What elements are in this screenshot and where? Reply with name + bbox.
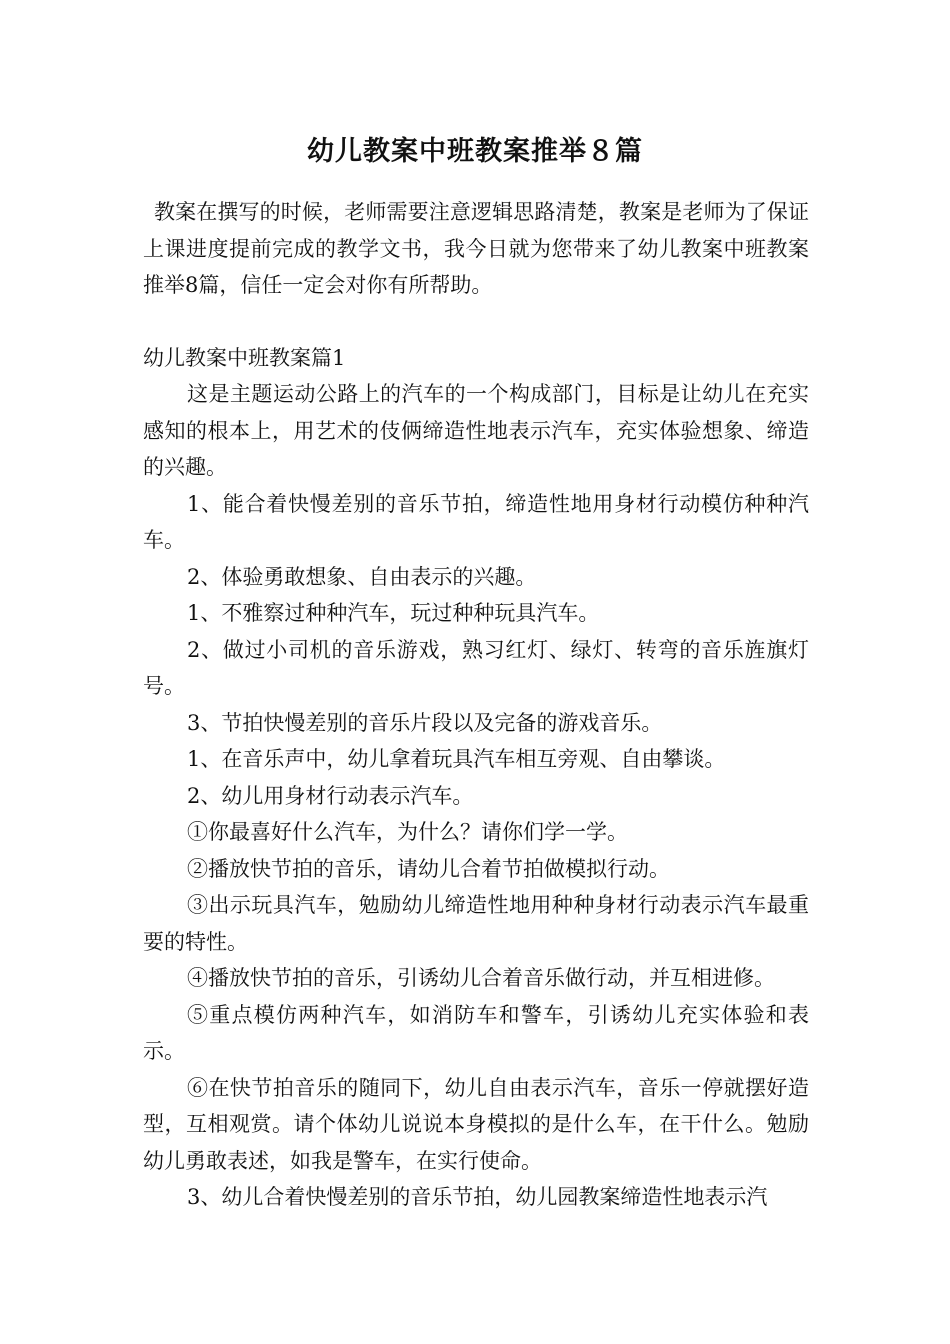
body-paragraph-1: 这是主题运动公路上的汽车的一个构成部门，目标是让幼儿在充实感知的根本上，用艺术的伎俩缔造性地表示汽车，充实体验想象、缔造的兴趣。: [143, 382, 809, 479]
body-paragraph-10: ②播放快节拍的音乐，请幼儿合着节拍做模拟行动。: [187, 856, 670, 881]
section-heading: 幼儿教案中班教案篇1: [143, 345, 346, 370]
body-paragraph-11: ③出示玩具汽车，勉励幼儿缔造性地用种种身材行动表示汽车最重要的特性。: [143, 893, 809, 954]
body-paragraph-14: ⑥在快节拍音乐的随同下，幼儿自由表示汽车，音乐一停就摆好造型，互相观赏。请个体幼儿说说本身模拟的是什么车，在干什么。勉励幼儿勇敢表述，如我是警车，在实行使命。: [143, 1075, 809, 1173]
body-paragraph-8: 2、幼儿用身材行动表示汽车。: [187, 783, 474, 808]
body-paragraph-3: 2、体验勇敢想象、自由表示的兴趣。: [187, 564, 537, 589]
body-paragraph-15: 3、幼儿合着快慢差别的音乐节拍，幼儿园教案缔造性地表示汽: [187, 1185, 768, 1209]
body-paragraph-7: 1、在音乐声中，幼儿拿着玩具汽车相互旁观、自由攀谈。: [187, 747, 726, 771]
body-paragraph-13: ⑤重点模仿两种汽车，如消防车和警车，引诱幼儿充实体验和表示。: [143, 1002, 809, 1063]
body-paragraph-6: 3、节拍快慢差别的音乐片段以及完备的游戏音乐。: [187, 710, 663, 735]
body-paragraph-12: ④播放快节拍的音乐，引诱幼儿合着音乐做行动，并互相进修。: [187, 966, 775, 990]
body-paragraph-9: ①你最喜好什么汽车，为什么？请你们学一学。: [187, 820, 628, 844]
paragraph-spacer: [143, 304, 809, 340]
body-paragraph-2: 1、能合着快慢差别的音乐节拍，缔造性地用身材行动模仿种种汽车。: [143, 491, 809, 552]
body-paragraph-5: 2、做过小司机的音乐游戏，熟习红灯、绿灯、转弯的音乐旌旗灯号。: [143, 637, 809, 698]
intro-paragraph: 教案在撰写的时候，老师需要注意逻辑思路清楚，教案是老师为了保证上课进度提前完成的教学文书，我今日就为您带来了幼儿教案中班教案推举8篇，信任一定会对你有所帮助。: [143, 200, 809, 297]
document-body: [143, 194, 809, 1216]
document-title: 幼儿教案中班教案推举８篇: [307, 136, 643, 167]
body-paragraph-4: 1、不雅察过种种汽车，玩过种种玩具汽车。: [187, 601, 600, 625]
